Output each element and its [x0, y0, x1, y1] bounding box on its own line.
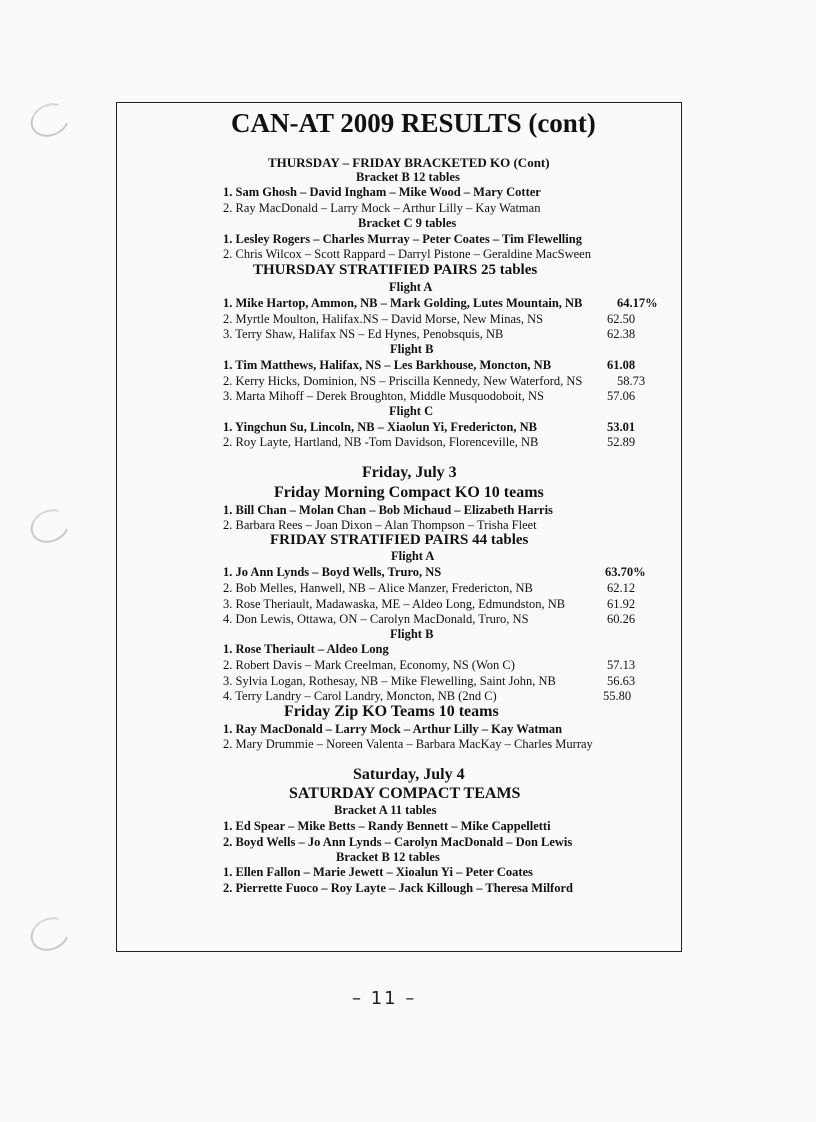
result-row: 1. Ray MacDonald – Larry Mock – Arthur Lilly – Kay Watman — [223, 722, 563, 736]
result-row: 1. Mike Hartop, Ammon, NB – Mark Golding, Lutes Mountain, NB — [223, 296, 583, 310]
score: 62.50 — [607, 312, 636, 326]
result-row: 1. Bill Chan – Molan Chan – Bob Michaud – Elizabeth Harris — [223, 503, 553, 517]
section-heading-friday-compact-ko: Friday Morning Compact KO 10 teams — [274, 484, 544, 501]
subheading-flight-b: Flight B — [390, 342, 434, 356]
subheading-bracket-a: Bracket A 11 tables — [334, 803, 437, 817]
score: 62.12 — [607, 581, 636, 595]
result-row: 2. Chris Wilcox – Scott Rappard – Darryl Pistone – Geraldine MacSween — [223, 247, 591, 261]
score: 57.06 — [607, 389, 636, 403]
score: 62.38 — [607, 327, 636, 341]
result-row: 2. Pierrette Fuoco – Roy Layte – Jack Killough – Theresa Milford — [223, 881, 573, 895]
page-number: – 11 – — [352, 988, 417, 1009]
result-row: 1. Ellen Fallon – Marie Jewett – Xioalun Yi – Peter Coates — [223, 865, 533, 879]
section-heading-thursday-pairs: THURSDAY STRATIFIED PAIRS 25 tables — [253, 262, 538, 278]
score: 61.92 — [607, 597, 636, 611]
date-heading-friday: Friday, July 3 — [362, 464, 457, 481]
section-heading-saturday: SATURDAY COMPACT TEAMS — [289, 785, 521, 802]
result-row: 4. Don Lewis, Ottawa, ON – Carolyn MacDonald, Truro, NS — [223, 612, 529, 626]
result-row: 2. Mary Drummie – Noreen Valenta – Barbara MacKay – Charles Murray — [223, 737, 593, 751]
score: 53.01 — [607, 420, 636, 434]
result-row: 1. Lesley Rogers – Charles Murray – Peter Coates – Tim Flewelling — [223, 232, 582, 246]
result-row: 1. Rose Theriault – Aldeo Long — [223, 642, 389, 656]
result-row: 3. Terry Shaw, Halifax NS – Ed Hynes, Penobsquis, NB — [223, 327, 504, 341]
result-row: 3. Sylvia Logan, Rothesay, NB – Mike Flewelling, Saint John, NB — [223, 674, 556, 688]
page-title: CAN-AT 2009 RESULTS (cont) — [231, 108, 596, 138]
subheading-bracket-c: Bracket C 9 tables — [358, 216, 457, 230]
result-row: 2. Ray MacDonald – Larry Mock – Arthur Lilly – Kay Watman — [223, 201, 541, 215]
subheading-flight-b: Flight B — [390, 627, 434, 641]
result-row: 3. Rose Theriault, Madawaska, ME – Aldeo Long, Edmundston, NB — [223, 597, 566, 611]
punch-hole-bottom — [25, 911, 75, 957]
result-row: 2. Kerry Hicks, Dominion, NS – Priscilla Kennedy, New Waterford, NS — [223, 374, 583, 388]
score: 61.08 — [607, 358, 636, 372]
result-row: 4. Terry Landry – Carol Landry, Moncton, NB (2nd C) — [223, 689, 497, 703]
date-heading-saturday: Saturday, July 4 — [353, 766, 465, 783]
subheading-bracket-b: Bracket B 12 tables — [336, 850, 440, 864]
score: 57.13 — [607, 658, 636, 672]
score: 60.26 — [607, 612, 636, 626]
result-row: 2. Boyd Wells – Jo Ann Lynds – Carolyn MacDonald – Don Lewis — [223, 835, 573, 849]
result-row: 2. Barbara Rees – Joan Dixon – Alan Thompson – Trisha Fleet — [223, 518, 537, 532]
score: 58.73 — [617, 374, 646, 388]
subheading-flight-a: Flight A — [391, 549, 435, 563]
score: 52.89 — [607, 435, 636, 449]
result-row: 3. Marta Mihoff – Derek Broughton, Middle Musquodoboit, NS — [223, 389, 544, 403]
result-row: 2. Roy Layte, Hartland, NB -Tom Davidson, Florenceville, NB — [223, 435, 539, 449]
section-heading-friday-pairs: FRIDAY STRATIFIED PAIRS 44 tables — [270, 532, 529, 548]
score: 55.80 — [603, 689, 632, 703]
subheading-flight-a: Flight A — [389, 280, 433, 294]
section-heading-friday-zip: Friday Zip KO Teams 10 teams — [284, 703, 499, 720]
result-row: 2. Myrtle Moulton, Halifax.NS – David Morse, New Minas, NS — [223, 312, 544, 326]
punch-hole-top — [25, 97, 75, 143]
result-row: 1. Jo Ann Lynds – Boyd Wells, Truro, NS — [223, 565, 442, 579]
result-row: 1. Ed Spear – Mike Betts – Randy Bennett – Mike Cappelletti — [223, 819, 551, 833]
punch-hole-middle — [25, 503, 75, 549]
score: 56.63 — [607, 674, 636, 688]
result-row: 1. Yingchun Su, Lincoln, NB – Xiaolun Yi, Fredericton, NB — [223, 420, 537, 434]
result-row: 2. Robert Davis – Mark Creelman, Economy, NS (Won C) — [223, 658, 515, 672]
result-row: 1. Sam Ghosh – David Ingham – Mike Wood – Mary Cotter — [223, 185, 541, 199]
result-row: 2. Bob Melles, Hanwell, NB – Alice Manzer, Fredericton, NB — [223, 581, 533, 595]
subheading-flight-c: Flight C — [389, 404, 434, 418]
score: 64.17% — [617, 296, 658, 310]
subheading-bracket-b: Bracket B 12 tables — [356, 170, 460, 184]
result-row: 1. Tim Matthews, Halifax, NS – Les Barkhouse, Moncton, NB — [223, 358, 552, 372]
section-heading-thursday-ko: THURSDAY – FRIDAY BRACKETED KO (Cont) — [268, 155, 550, 170]
score: 63.70% — [605, 565, 646, 579]
